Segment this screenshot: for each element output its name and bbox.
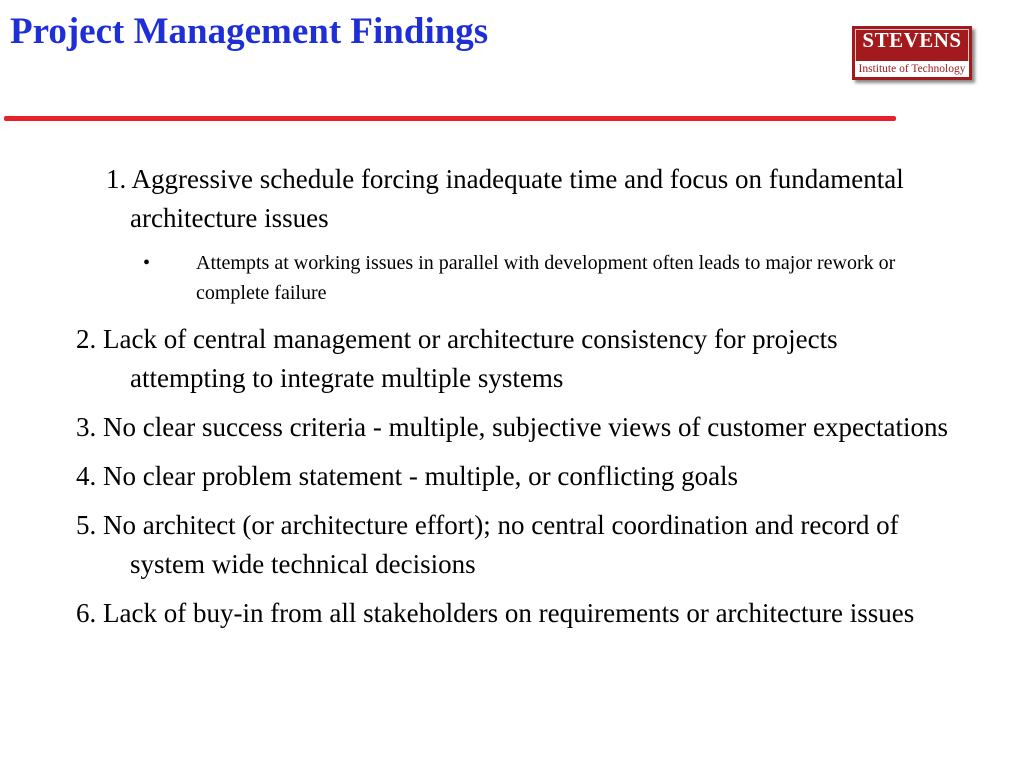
finding-item-5: 5. No architect (or architecture effort); no central coordination and record of system wide technical decisions [76,510,899,579]
finding-sub-text-1: Attempts at working issues in parallel with development often leads to major rework or complete failure [196,252,896,304]
title-divider [4,116,896,121]
bullet-icon: • [143,252,151,274]
logo-name: STEVENS [862,28,962,52]
finding-item-2: 2. Lack of central management or architecture consistency for projects attempting to integrate multiple systems [76,324,838,393]
findings-list [76,160,956,643]
finding-item-4: 4. No clear problem statement - multiple, or conflicting goals [76,461,739,491]
stevens-logo [852,26,972,80]
finding-item-3: 3. No clear success criteria - multiple, subjective views of customer expectations [76,412,948,442]
finding-item-6: 6. Lack of buy-in from all stakeholders on requirements or architecture issues [76,598,915,628]
finding-sub-bullet-1 [76,248,936,308]
logo-tagline: Institute of Technology [855,61,969,77]
finding-item-1: 1. Aggressive schedule forcing inadequate time and focus on fundamental architecture issues [106,164,904,233]
slide-title: Project Management Findings [10,11,489,52]
